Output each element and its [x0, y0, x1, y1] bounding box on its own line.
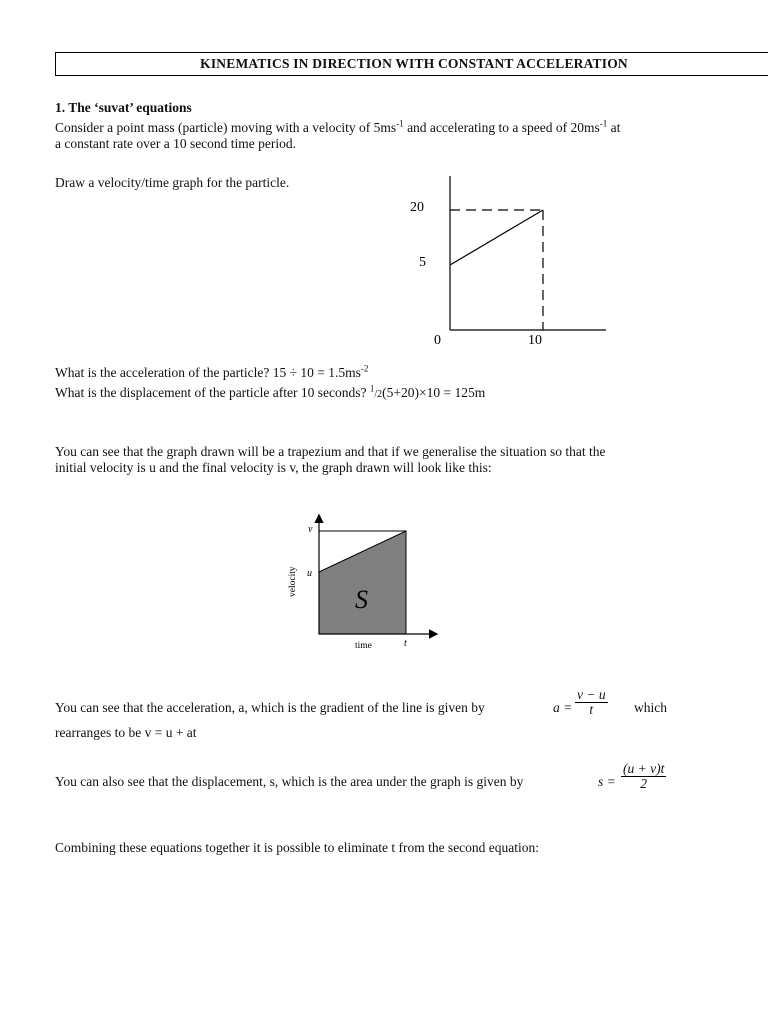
- trapezium-line-2: initial velocity is u and the final velocity is v, the graph drawn will look like this:: [55, 460, 492, 475]
- intro-text-c: at: [607, 120, 621, 135]
- graph2-s-label: S: [355, 585, 368, 614]
- intro-sup-1: -1: [396, 118, 404, 129]
- question-acceleration: [55, 364, 368, 381]
- acceleration-which: which: [634, 700, 667, 715]
- q2-text: What is the displacement of the particle after 10 seconds?: [55, 385, 370, 400]
- acceleration-text: You can see that the acceleration, a, which is the gradient of the line is given by: [55, 700, 485, 715]
- intro-text-a: Consider a point mass (particle) moving with a velocity of 5ms: [55, 120, 397, 135]
- acceleration-fraction: [575, 688, 608, 717]
- acceleration-numerator: v − u: [577, 687, 606, 702]
- graph1-label-20: 20: [410, 200, 424, 215]
- displacement-fraction: [621, 762, 666, 791]
- q1-text: What is the acceleration of the particle? 15 ÷ 10 = 1.5ms: [55, 365, 361, 380]
- graph1-label-5: 5: [419, 255, 426, 270]
- displacement-lhs: s =: [598, 774, 616, 789]
- graph2-y-axis-label: velocity: [288, 566, 298, 597]
- graph1-velocity-line: [450, 210, 543, 265]
- combining-text: Combining these equations together it is possible to eliminate t from the second equation:: [55, 840, 540, 855]
- graph2-v-label: v: [308, 524, 313, 535]
- displacement-denominator: 2: [640, 776, 648, 791]
- graph1-label-0: 0: [434, 333, 441, 348]
- q2-half-den: 2: [377, 389, 383, 400]
- section-heading: 1. The ‘suvat’ equations: [55, 100, 192, 115]
- trapezium-line-1: You can see that the graph drawn will be a trapezium and that if we generalise the situation so that the: [55, 444, 606, 459]
- velocity-time-graph: [400, 170, 620, 350]
- q1-sup: -2: [360, 363, 369, 374]
- question-displacement: [55, 384, 485, 403]
- acceleration-rearranged: rearranges to be v = u + at: [55, 725, 197, 740]
- graph2-t-label: t: [404, 638, 407, 649]
- graph2-x-axis-label: time: [355, 641, 372, 651]
- q2-half-slash: /: [374, 389, 378, 400]
- graph1-label-10: 10: [528, 333, 542, 348]
- intro-line-2: a constant rate over a 10 second time period.: [55, 136, 297, 151]
- acceleration-lhs: a =: [553, 700, 573, 715]
- displacement-text: You can also see that the displacement, s, which is the area under the graph is given by: [55, 774, 524, 789]
- q2-half-num: 1: [369, 383, 375, 394]
- displacement-numerator: (u + v)t: [623, 761, 665, 776]
- intro-sup-2: -1: [599, 118, 608, 129]
- draw-prompt: Draw a velocity/time graph for the particle.: [55, 175, 290, 190]
- intro-text-b: and accelerating to a speed of 20ms: [403, 120, 600, 135]
- graph2-u-label: u: [307, 568, 312, 579]
- q2-answer: (5+20)×10 = 125m: [382, 385, 486, 400]
- acceleration-denominator: t: [589, 702, 594, 717]
- area-s-shaded: [319, 531, 406, 634]
- intro-line-1: [55, 119, 620, 136]
- general-velocity-time-graph: [280, 510, 450, 655]
- page-title: KINEMATICS IN DIRECTION WITH CONSTANT ACCELERATION: [55, 52, 768, 76]
